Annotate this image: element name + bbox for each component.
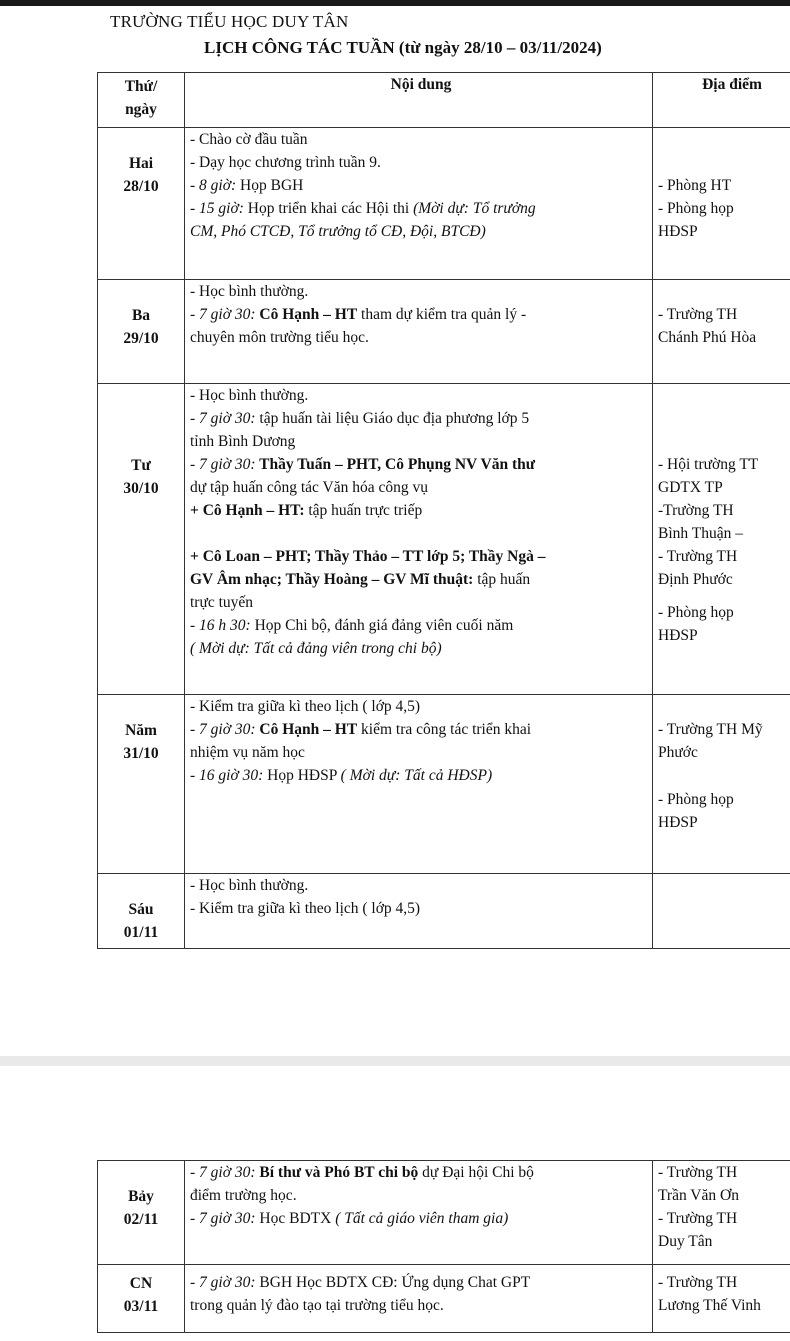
content-line: [190, 499, 652, 522]
content-line: [190, 453, 652, 476]
content-text: Họp Chi bộ, đánh giá đảng viên cuối năm: [250, 617, 514, 634]
header-day: [98, 73, 185, 128]
content-line: tỉnh Bình Dương: [190, 433, 296, 450]
content-line: trực tuyến: [190, 594, 254, 611]
header-day-line2: ngày: [125, 101, 157, 118]
content-cell: [185, 874, 653, 949]
content-line: [190, 614, 652, 637]
day-name: Năm: [125, 722, 157, 739]
table-row-tuesday: [98, 280, 790, 384]
content-line: điểm trường học.: [190, 1187, 297, 1204]
day-name: Sáu: [128, 901, 154, 918]
location-line: - Trường TH: [658, 1164, 738, 1181]
person-name: + Cô Loan – PHT; Thầy Thảo – TT lớp 5; Thầy Ngà –: [190, 548, 546, 565]
location-line: - Phòng họp: [658, 604, 734, 621]
person-name: Bí thư và Phó BT chi bộ: [255, 1164, 419, 1181]
table-row-monday: [98, 128, 790, 280]
day-cell: [98, 1161, 185, 1265]
content-text: Họp triển khai các Hội thi: [243, 200, 414, 217]
person-name: Cô Hạnh – HT: [255, 721, 358, 738]
person-name: GV Âm nhạc; Thầy Hoàng – GV Mĩ thuật:: [190, 571, 474, 588]
table-row-sunday: [98, 1265, 790, 1333]
time-label: - 7 giờ 30:: [190, 1210, 256, 1227]
content-text: Họp BGH: [236, 177, 304, 194]
content-line: [190, 197, 652, 220]
time-label: - 7 giờ 30:: [190, 1164, 256, 1181]
content-line: trong quản lý đào tạo tại trường tiểu học.: [190, 1297, 444, 1314]
content-line: [190, 718, 652, 741]
content-text: tham dự kiểm tra quản lý -: [357, 306, 527, 323]
time-label: - 7 giờ 30:: [190, 721, 256, 738]
content-cell: [185, 695, 653, 874]
content-line: dự tập huấn công tác Văn hóa công vụ: [190, 479, 428, 496]
header-content: Nội dung: [185, 73, 653, 128]
table-header-row: [98, 73, 790, 128]
day-name: Hai: [128, 155, 154, 172]
content-text: BGH Học BDTX CĐ: Ứng dụng Chat GPT: [255, 1274, 531, 1291]
location-line: - Trường TH: [658, 306, 738, 323]
day-name: Tư: [131, 457, 151, 474]
content-line: nhiệm vụ năm học: [190, 744, 305, 761]
page-separator: [0, 1056, 790, 1066]
location-line: HĐSP: [658, 814, 698, 831]
content-cell: [185, 1161, 653, 1265]
time-label: - 16 h 30:: [190, 617, 251, 634]
location-line: Bình Thuận –: [658, 525, 743, 542]
person-name: + Cô Hạnh – HT:: [190, 502, 305, 519]
content-line: [190, 407, 652, 430]
location-line: - Hội trường TT: [658, 456, 759, 473]
content-cell: [185, 128, 653, 280]
content-line: - Dạy học chương trình tuần 9.: [190, 154, 381, 171]
top-edge-bar: [0, 0, 790, 6]
invite-note: (Mời dự: Tổ trưởng: [413, 200, 536, 217]
content-line: - Kiểm tra giữa kì theo lịch ( lớp 4,5): [190, 698, 421, 715]
day-name: Bảy: [128, 1188, 154, 1205]
day-cell: [98, 1265, 185, 1333]
location-line: - Phòng họp: [658, 200, 734, 217]
location-line: - Phòng HT: [658, 177, 732, 194]
content-text: dự Đại hội Chi bộ: [418, 1164, 534, 1181]
invite-note: ( Tất cả giáo viên tham gia): [335, 1210, 509, 1227]
content-line: [190, 303, 652, 326]
day-date: 01/11: [123, 924, 159, 941]
content-line: chuyên môn trường tiểu học.: [190, 329, 369, 346]
person-name: Cô Hạnh – HT: [255, 306, 358, 323]
location-line: HĐSP: [658, 223, 698, 240]
day-cell: [98, 128, 185, 280]
time-label: - 15 giờ:: [190, 200, 244, 217]
day-date: 28/10: [123, 178, 159, 195]
content-line: [190, 568, 652, 591]
content-cell: [185, 280, 653, 384]
content-line: - Kiểm tra giữa kì theo lịch ( lớp 4,5): [190, 900, 421, 917]
content-text: tập huấn trực triếp: [304, 502, 423, 519]
day-date: 31/10: [123, 745, 159, 762]
content-text: Họp HĐSP: [263, 767, 341, 784]
invite-note: ( Mời dự: Tất cả đảng viên trong chi bộ): [190, 640, 442, 657]
content-line: - Học bình thường.: [190, 283, 309, 300]
content-line: [190, 637, 652, 660]
time-label: - 7 giờ 30:: [190, 456, 256, 473]
content-line: [190, 174, 652, 197]
time-label: - 7 giờ 30:: [190, 1274, 256, 1291]
table-row-saturday: [98, 1161, 790, 1265]
day-cell: [98, 874, 185, 949]
table-row-thursday: [98, 695, 790, 874]
content-line: [190, 764, 652, 787]
location-line: - Trường TH: [658, 1210, 738, 1227]
content-line: [190, 220, 652, 243]
content-line: [190, 545, 652, 568]
content-line: - Chào cờ đầu tuần: [190, 131, 308, 148]
location-line: Định Phước: [658, 571, 733, 588]
location-cell: [653, 280, 790, 384]
location-cell: [653, 874, 790, 949]
time-label: - 16 giờ 30:: [190, 767, 264, 784]
table-row-friday: [98, 874, 790, 949]
day-date: 03/11: [123, 1298, 159, 1315]
invite-note: CM, Phó CTCĐ, Tổ trưởng tổ CĐ, Đội, BTCĐ): [190, 223, 486, 240]
time-label: - 7 giờ 30:: [190, 306, 256, 323]
location-cell: [653, 384, 790, 695]
location-line: HĐSP: [658, 627, 698, 644]
location-line: - Phòng họp: [658, 791, 734, 808]
content-line: - Học bình thường.: [190, 387, 309, 404]
content-text: tập huấn: [473, 571, 531, 588]
day-name: CN: [129, 1275, 153, 1292]
location-cell: [653, 1265, 790, 1333]
content-cell: [185, 384, 653, 695]
day-date: 29/10: [123, 330, 159, 347]
location-cell: [653, 1161, 790, 1265]
time-label: - 8 giờ:: [190, 177, 237, 194]
header-location: Địa điểm: [653, 73, 790, 128]
location-line: - Trường TH: [658, 548, 738, 565]
content-cell: [185, 1265, 653, 1333]
content-line: [190, 1161, 652, 1184]
table-row-wednesday: [98, 384, 790, 695]
day-cell: [98, 384, 185, 695]
location-line: Trần Văn Ơn: [658, 1187, 739, 1204]
location-line: Phước: [658, 744, 698, 761]
location-line: GDTX TP: [658, 479, 723, 496]
schedule-table-continued: [97, 1160, 790, 1333]
location-line: Chánh Phú Hòa: [658, 329, 757, 346]
content-line: [190, 1207, 652, 1230]
location-cell: [653, 128, 790, 280]
location-line: Lương Thế Vinh: [658, 1297, 761, 1314]
page-title: LỊCH CÔNG TÁC TUẦN (từ ngày 28/10 – 03/11/2024): [204, 38, 602, 57]
location-line: - Trường TH Mỹ: [658, 721, 763, 738]
location-line: -Trường TH: [658, 502, 734, 519]
content-line: [190, 1265, 652, 1294]
schedule-table: [97, 72, 790, 949]
time-label: - 7 giờ 30:: [190, 410, 256, 427]
content-text: kiểm tra công tác triển khai: [357, 721, 532, 738]
content-text: Học BDTX: [255, 1210, 336, 1227]
day-name: Ba: [131, 307, 151, 324]
content-line: - Học bình thường.: [190, 877, 309, 894]
location-line: - Trường TH: [658, 1274, 738, 1291]
school-name: TRƯỜNG TIỂU HỌC DUY TÂN: [110, 12, 349, 31]
day-date: 30/10: [123, 480, 159, 497]
day-date: 02/11: [123, 1211, 159, 1228]
person-name: Thầy Tuấn – PHT, Cô Phụng NV Văn thư: [255, 456, 536, 473]
header-day-line1: Thứ/: [124, 78, 158, 95]
location-cell: [653, 695, 790, 874]
day-cell: [98, 695, 185, 874]
content-text: tập huấn tài liệu Giáo dục địa phương lớp 5: [255, 410, 530, 427]
location-line: Duy Tân: [658, 1233, 713, 1250]
day-cell: [98, 280, 185, 384]
invite-note: ( Mời dự: Tất cả HĐSP): [340, 767, 493, 784]
